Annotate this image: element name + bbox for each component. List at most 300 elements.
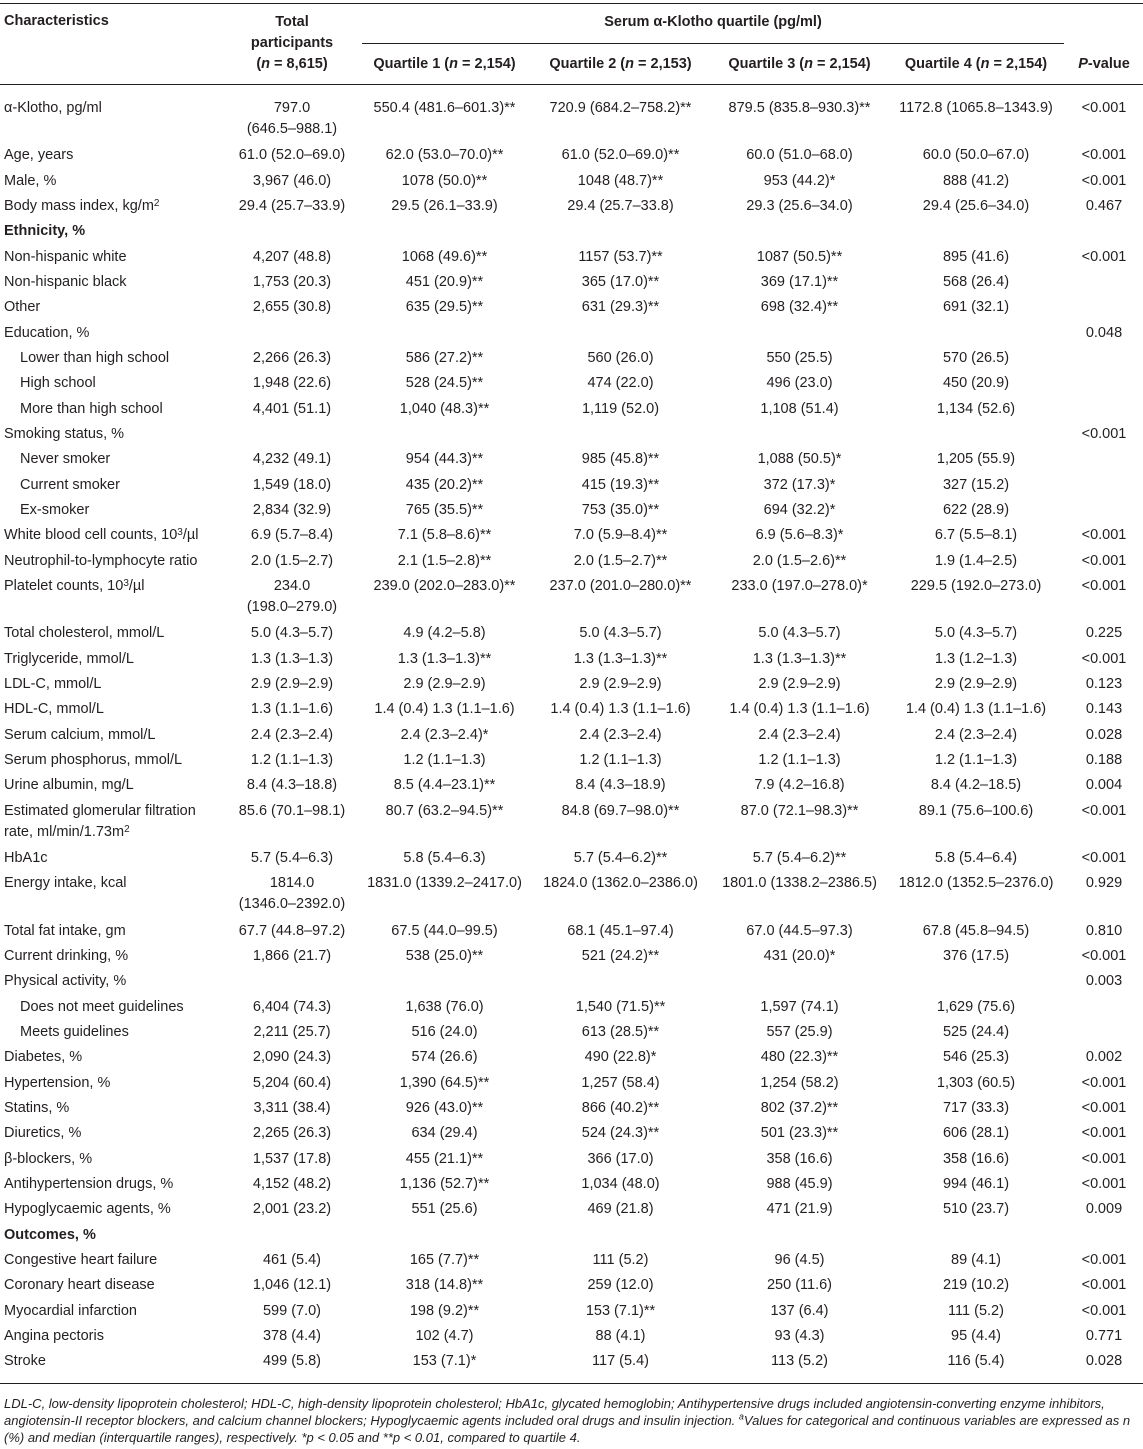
cell-q2: 5.0 (4.3–5.7)	[579, 625, 662, 641]
cell-q3: 1,088 (50.5)*	[757, 451, 842, 467]
row-label-text: Serum phosphorus, mmol/L	[4, 752, 183, 768]
cell-q2: 111 (5.2)	[592, 1252, 649, 1268]
cell-q1: 635 (29.5)**	[405, 299, 484, 315]
cell-q4: 622 (28.9)	[942, 502, 1010, 518]
row-label-text: Meets guidelines	[20, 1024, 129, 1040]
cell-q2: 490 (22.8)*	[584, 1049, 657, 1065]
cell-q2: 415 (19.3)**	[581, 477, 660, 493]
cell-q4: 525 (24.4)	[942, 1024, 1010, 1040]
cell-q4: 1,629 (75.6)	[936, 999, 1016, 1015]
row-label	[4, 223, 85, 240]
cell-p: 0.002	[1085, 1049, 1123, 1065]
cell-q3: 29.3 (25.6–34.0)	[746, 198, 853, 214]
row-label	[4, 1100, 69, 1117]
cell-total: 1,866 (21.7)	[252, 948, 332, 964]
cell-q4: 2.4 (2.3–2.4)	[934, 727, 1018, 743]
cell-q3: 5.7 (5.4–6.2)**	[752, 850, 847, 866]
row-label	[4, 173, 56, 190]
row-label-text: Non-hispanic white	[4, 249, 127, 265]
cell-q4: 219 (10.2)	[942, 1277, 1010, 1293]
cell-total: 1.2 (1.1–1.3)	[250, 752, 334, 768]
cell-q3: 694 (32.2)*	[763, 502, 836, 518]
cell-p: 0.048	[1085, 325, 1123, 341]
cell-q1: 198 (9.2)**	[409, 1303, 480, 1319]
cell-q2: 1824.0 (1362.0–2386.0)	[543, 875, 698, 891]
cell-q3: 2.0 (1.5–2.6)**	[752, 553, 847, 569]
cell-q4: 6.7 (5.5–8.1)	[934, 527, 1018, 543]
row-label	[4, 803, 196, 820]
cell-total-line2: (1346.0–2392.0)	[238, 896, 346, 912]
cell-q1: 551 (25.6)	[411, 1201, 478, 1217]
cell-p: <0.001	[1081, 553, 1127, 569]
cell-q4: 568 (26.4)	[942, 274, 1010, 290]
row-label-text: Diuretics, %	[4, 1125, 82, 1141]
cell-total: 2,834 (32.9)	[252, 502, 332, 518]
cell-p: <0.001	[1081, 578, 1127, 594]
cell-q2: 469 (21.8)	[587, 1201, 654, 1217]
cell-q2: 8.4 (4.3–18.9)	[575, 777, 666, 793]
cell-p: 0.003	[1085, 973, 1123, 989]
cell-q1: 516 (24.0)	[411, 1024, 478, 1040]
row-label	[4, 198, 159, 215]
cell-p: 0.467	[1085, 198, 1123, 214]
cell-total: 1,549 (18.0)	[252, 477, 332, 493]
cell-q3: 87.0 (72.1–98.3)**	[740, 803, 859, 819]
cell-q1: 80.7 (63.2–94.5)**	[385, 803, 504, 819]
row-label	[4, 1049, 82, 1066]
row-label	[4, 676, 102, 693]
row-label	[4, 701, 104, 718]
cell-total: 2.0 (1.5–2.7)	[250, 553, 334, 569]
cell-p: <0.001	[1081, 1252, 1127, 1268]
row-label-text: Male, %	[4, 173, 57, 189]
cell-q4: 116 (5.4)	[947, 1353, 1005, 1369]
cell-q3: 6.9 (5.6–8.3)*	[755, 527, 844, 543]
cell-q3: 480 (22.3)**	[760, 1049, 839, 1065]
bottom-rule	[0, 1383, 1143, 1384]
row-label-text: Angina pectoris	[4, 1328, 104, 1344]
cell-p: <0.001	[1081, 426, 1127, 442]
cell-q2: 84.8 (69.7–98.0)**	[561, 803, 680, 819]
cell-q2: 117 (5.4)	[592, 1353, 649, 1369]
cell-q4: 89 (4.1)	[951, 1252, 1001, 1268]
cell-total: 61.0 (52.0–69.0)	[238, 147, 346, 163]
cell-q1: 528 (24.5)**	[405, 375, 484, 391]
cell-total: 461 (5.4)	[262, 1252, 322, 1268]
row-label	[4, 147, 73, 164]
row-label-superscript: 3	[123, 578, 129, 589]
cell-q1: 318 (14.8)**	[405, 1277, 484, 1293]
cell-q1: 8.5 (4.4–23.1)**	[393, 777, 496, 793]
cell-q4: 1.9 (1.4–2.5)	[934, 553, 1018, 569]
row-label	[20, 1024, 129, 1041]
row-label	[4, 299, 40, 316]
row-label	[4, 274, 127, 291]
cell-q3: 250 (11.6)	[766, 1277, 833, 1293]
row-label-text: LDL-C, mmol/L	[4, 676, 102, 692]
row-label	[4, 1328, 104, 1345]
row-label-text: Neutrophil-to-lymphocyte ratio	[4, 553, 198, 569]
cell-q1: 153 (7.1)*	[412, 1353, 477, 1369]
row-label-text: Serum calcium, mmol/L	[4, 727, 156, 743]
cell-q2: 613 (28.5)**	[581, 1024, 660, 1040]
cell-q4: 546 (25.3)	[942, 1049, 1010, 1065]
cell-p: 0.225	[1085, 625, 1123, 641]
cell-q2: 237.0 (201.0–280.0)**	[549, 578, 692, 594]
cell-q2: 29.4 (25.7–33.8)	[567, 198, 674, 214]
cell-q4: 994 (46.1)	[942, 1176, 1010, 1192]
row-label	[4, 850, 48, 867]
cell-q1: 1,136 (52.7)**	[399, 1176, 490, 1192]
cell-total: 29.4 (25.7–33.9)	[238, 198, 346, 214]
cell-q1: 7.1 (5.8–8.6)**	[397, 527, 492, 543]
cell-q3: 550 (25.5)	[766, 350, 833, 366]
cell-q3: 372 (17.3)*	[763, 477, 836, 493]
cell-total: 2,266 (26.3)	[252, 350, 332, 366]
cell-p: 0.188	[1085, 752, 1123, 768]
cell-total: 2.4 (2.3–2.4)	[250, 727, 334, 743]
cell-q4: 67.8 (45.8–94.5)	[922, 923, 1030, 939]
cell-q3: 1,254 (58.2)	[760, 1075, 839, 1091]
cell-p: 0.929	[1085, 875, 1123, 891]
cell-q4: 691 (32.1)	[942, 299, 1010, 315]
cell-total: 8.4 (4.3–18.8)	[246, 777, 338, 793]
cell-q2: 365 (17.0)**	[581, 274, 660, 290]
row-label-text: Antihypertension drugs, %	[4, 1176, 174, 1192]
cell-q4: 95 (4.4)	[951, 1328, 1001, 1344]
cell-total: 5.0 (4.3–5.7)	[250, 625, 334, 641]
cell-total: 1.3 (1.1–1.6)	[250, 701, 334, 717]
cell-q2: 1,540 (71.5)**	[575, 999, 666, 1015]
cell-q4: 450 (20.9)	[942, 375, 1010, 391]
cell-q1: 1,390 (64.5)**	[399, 1075, 490, 1091]
cell-total: 2,211 (25.7)	[253, 1024, 331, 1040]
cell-total: 1814.0	[269, 875, 315, 891]
cell-p: <0.001	[1081, 651, 1127, 667]
cell-q1: 2.4 (2.3–2.4)*	[400, 727, 489, 743]
row-label-text: Energy intake, kcal	[4, 875, 127, 891]
row-label-text: More than high school	[20, 401, 163, 417]
row-label-text: Smoking status, %	[4, 426, 125, 442]
cell-q3: 1801.0 (1338.2–2386.5)	[722, 875, 877, 891]
row-label-text: Body mass index, kg/m	[4, 198, 154, 214]
row-label	[4, 1125, 81, 1142]
row-label	[4, 625, 164, 642]
footnote-abbreviations: LDL-C, low-density lipoprotein cholesterol; HDL-C, high-density lipoprotein cholesterol; HbA1c, glycated hemoglobin; Antihypertensive drugs included angiotensin-converting enzyme inhibitors, angiotensin-II receptor blockers, and calcium channel blockers; Hypoglycaemic agents included oral drugs and insulin injection.	[4, 1396, 1105, 1428]
row-label-text: Total fat intake, gm	[4, 923, 126, 939]
cell-q1: 765 (35.5)**	[405, 502, 484, 518]
cell-q3: 60.0 (51.0–68.0)	[746, 147, 853, 163]
cell-q2: 524 (24.3)**	[581, 1125, 660, 1141]
header-bottom-rule	[0, 84, 1143, 85]
cell-q4: 606 (28.1)	[942, 1125, 1010, 1141]
cell-total: 378 (4.4)	[262, 1328, 322, 1344]
cell-q2: 366 (17.0)	[587, 1151, 654, 1167]
row-label-text: Current smoker	[20, 477, 120, 493]
cell-q4: 570 (26.5)	[942, 350, 1010, 366]
cell-p: <0.001	[1081, 1075, 1127, 1091]
row-label	[4, 426, 124, 443]
row-label	[4, 875, 127, 892]
cell-q1: 5.8 (5.4–6.3)	[403, 850, 486, 866]
cell-total: 2.9 (2.9–2.9)	[250, 676, 334, 692]
cell-total: 5,204 (60.4)	[252, 1075, 332, 1091]
cell-total: 1.3 (1.3–1.3)	[250, 651, 334, 667]
cell-p: <0.001	[1081, 1100, 1127, 1116]
cell-q1: 165 (7.7)**	[409, 1252, 480, 1268]
cell-q4: 29.4 (25.6–34.0)	[922, 198, 1030, 214]
top-rule	[0, 3, 1143, 4]
row-label-line2	[4, 824, 130, 841]
cell-p: 0.810	[1085, 923, 1123, 939]
cell-total: 4,152 (48.2)	[252, 1176, 332, 1192]
cell-p: <0.001	[1081, 803, 1127, 819]
cell-q4: 510 (23.7)	[942, 1201, 1010, 1217]
cell-p: 0.123	[1085, 676, 1123, 692]
cell-total: 1,948 (22.6)	[252, 375, 332, 391]
cell-q2: 68.1 (45.1–97.4)	[567, 923, 674, 939]
row-label-superscript: 2	[153, 198, 160, 209]
cell-total: 3,967 (46.0)	[252, 173, 332, 189]
row-label	[4, 1353, 46, 1370]
row-label-text: Lower than high school	[20, 350, 170, 366]
cell-q2: 753 (35.0)**	[581, 502, 660, 518]
cell-q2: 1157 (53.7)**	[578, 249, 663, 265]
cell-p: <0.001	[1081, 147, 1127, 163]
cell-q2: 866 (40.2)**	[581, 1100, 660, 1116]
header-quartile-1: Quartile 1 (n = 2,154)	[373, 56, 516, 72]
cell-total: 2,001 (23.2)	[252, 1201, 332, 1217]
cell-p: <0.001	[1081, 850, 1127, 866]
cell-q1: 1.3 (1.3–1.3)**	[397, 651, 492, 667]
row-label	[4, 1277, 155, 1294]
cell-q3: 5.0 (4.3–5.7)	[758, 625, 841, 641]
row-label-text: HDL-C, mmol/L	[4, 701, 104, 717]
row-label	[20, 451, 110, 468]
row-label	[4, 1252, 157, 1269]
cell-p: <0.001	[1081, 173, 1127, 189]
cell-total: 234.0	[273, 578, 311, 594]
row-label-text: Hypertension, %	[4, 1075, 111, 1091]
row-label	[20, 401, 163, 418]
cell-q3: 369 (17.1)**	[760, 274, 839, 290]
cell-total: 5.7 (5.4–6.3)	[250, 850, 334, 866]
cell-q2: 2.9 (2.9–2.9)	[579, 676, 662, 692]
row-label	[20, 350, 169, 367]
cell-q3: 93 (4.3)	[774, 1328, 825, 1344]
table-footnote	[4, 1395, 1138, 1446]
cell-total-line2: (646.5–988.1)	[246, 121, 338, 137]
cell-q1: 954 (44.3)**	[405, 451, 484, 467]
row-label-text: α-Klotho, pg/ml	[4, 100, 102, 116]
cell-q4: 376 (17.5)	[942, 948, 1010, 964]
row-label	[4, 1227, 96, 1244]
cell-total: 797.0	[273, 100, 311, 116]
cell-q4: 2.9 (2.9–2.9)	[934, 676, 1018, 692]
cell-q1: 1068 (49.6)**	[401, 249, 488, 265]
cell-q2: 631 (29.3)**	[581, 299, 660, 315]
row-label	[4, 249, 127, 266]
cell-q3: 802 (37.2)**	[760, 1100, 839, 1116]
cell-q4: 60.0 (50.0–67.0)	[922, 147, 1030, 163]
row-label-text: Myocardial infarction	[4, 1303, 137, 1319]
cell-q1: 102 (4.7)	[415, 1328, 474, 1344]
row-label-text: Does not meet guidelines	[20, 999, 184, 1015]
row-label	[4, 1176, 173, 1193]
row-label-text: HbA1c	[4, 850, 48, 866]
cell-p: 0.771	[1085, 1328, 1123, 1344]
footnote-significance: *p < 0.05 and **p < 0.01, compared to quartile 4.	[301, 1430, 581, 1445]
cell-q1: 634 (29.4)	[411, 1125, 478, 1141]
row-label-text: Total cholesterol, mmol/L	[4, 625, 165, 641]
row-label-line2-superscript: 2	[124, 824, 130, 835]
cell-q2: 985 (45.8)**	[581, 451, 660, 467]
cell-q4: 888 (41.2)	[942, 173, 1010, 189]
cell-total: 6,404 (74.3)	[252, 999, 332, 1015]
cell-p: 0.009	[1085, 1201, 1123, 1217]
cell-q1: 1.4 (0.4) 1.3 (1.1–1.6)	[374, 701, 515, 717]
cell-q3: 557 (25.9)	[766, 1024, 833, 1040]
cell-q1: 574 (26.6)	[411, 1049, 478, 1065]
row-label-text: Estimated glomerular filtration	[4, 803, 196, 819]
header-total-line3: (n = 8,615)	[256, 56, 328, 72]
cell-q2: 1048 (48.7)**	[577, 173, 664, 189]
cell-total: 4,207 (48.8)	[252, 249, 332, 265]
cell-q3: 1.2 (1.1–1.3)	[758, 752, 841, 768]
row-label-text: Outcomes, %	[4, 1227, 96, 1243]
cell-q4: 1.3 (1.2–1.3)	[934, 651, 1018, 667]
cell-q2: 88 (4.1)	[595, 1328, 646, 1344]
cell-q2: 521 (24.2)**	[581, 948, 660, 964]
cell-q3: 1.4 (0.4) 1.3 (1.1–1.6)	[729, 701, 870, 717]
cell-q1: 2.9 (2.9–2.9)	[403, 676, 486, 692]
cell-q2: 61.0 (52.0–69.0)**	[561, 147, 680, 163]
cell-total: 2,090 (24.3)	[252, 1049, 332, 1065]
cell-p: <0.001	[1081, 1303, 1127, 1319]
header-quartile-3: Quartile 3 (n = 2,154)	[728, 56, 871, 72]
cell-p: <0.001	[1081, 1125, 1127, 1141]
row-label-text: Age, years	[4, 147, 74, 163]
cell-q1: 550.4 (481.6–601.3)**	[373, 100, 516, 116]
row-label-line2-text: rate, ml/min/1.73m	[4, 824, 125, 840]
row-label-text: White blood cell counts, 10	[4, 527, 178, 543]
cell-p: <0.001	[1081, 249, 1127, 265]
cell-q2: 153 (7.1)**	[585, 1303, 656, 1319]
cell-q4: 5.8 (5.4–6.4)	[934, 850, 1018, 866]
row-label-text: Congestive heart failure	[4, 1252, 158, 1268]
cell-total: 499 (5.8)	[262, 1353, 322, 1369]
cell-q1: 1.2 (1.1–1.3)	[403, 752, 486, 768]
row-label	[4, 325, 89, 342]
header-quartile-2: Quartile 2 (n = 2,153)	[549, 56, 692, 72]
row-label-unit: /µl	[128, 578, 145, 594]
cell-q3: 1,597 (74.1)	[760, 999, 839, 1015]
cell-q3: 698 (32.4)**	[760, 299, 839, 315]
row-label	[4, 727, 155, 744]
cell-total: 6.9 (5.7–8.4)	[250, 527, 334, 543]
cell-q4: 717 (33.3)	[942, 1100, 1010, 1116]
row-label-text: Ex-smoker	[20, 502, 90, 518]
row-label-text: Hypoglycaemic agents, %	[4, 1201, 171, 1217]
cell-q1: 67.5 (44.0–99.5)	[391, 923, 498, 939]
cell-q3: 431 (20.0)*	[763, 948, 836, 964]
cell-q1: 1078 (50.0)**	[401, 173, 488, 189]
cell-p: 0.028	[1085, 727, 1123, 743]
row-label	[4, 948, 128, 965]
row-label	[4, 1151, 92, 1168]
cell-total: 1,537 (17.8)	[252, 1151, 332, 1167]
cell-q4: 229.5 (192.0–273.0)	[910, 578, 1042, 594]
cell-q2: 1.4 (0.4) 1.3 (1.1–1.6)	[550, 701, 691, 717]
cell-q1: 1,638 (76.0)	[405, 999, 484, 1015]
cell-q3: 2.4 (2.3–2.4)	[758, 727, 841, 743]
cell-q1: 926 (43.0)**	[405, 1100, 484, 1116]
cell-q3: 67.0 (44.5–97.3)	[746, 923, 853, 939]
cell-total: 67.7 (44.8–97.2)	[238, 923, 346, 939]
cell-q3: 358 (16.6)	[766, 1151, 833, 1167]
cell-q2: 259 (12.0)	[587, 1277, 654, 1293]
cell-q1: 2.1 (1.5–2.8)**	[397, 553, 492, 569]
cell-q2: 2.4 (2.3–2.4)	[579, 727, 662, 743]
header-total-line2: participants	[250, 35, 334, 51]
cell-q2: 560 (26.0)	[587, 350, 654, 366]
cell-q3: 7.9 (4.2–16.8)	[754, 777, 845, 793]
row-label	[4, 1075, 110, 1092]
cell-total-line2: (198.0–279.0)	[246, 599, 338, 615]
footnote-marker: a	[738, 1411, 744, 1422]
row-label-text: Other	[4, 299, 41, 315]
cell-q1: 455 (21.1)**	[405, 1151, 484, 1167]
cell-total: 2,265 (26.3)	[252, 1125, 332, 1141]
cell-p: <0.001	[1081, 1151, 1127, 1167]
row-label-text: Current drinking, %	[4, 948, 129, 964]
cell-q3: 988 (45.9)	[766, 1176, 833, 1192]
group-rule	[362, 43, 1064, 44]
cell-q2: 7.0 (5.9–8.4)**	[573, 527, 668, 543]
cell-p: <0.001	[1081, 1277, 1127, 1293]
header-quartile-4: Quartile 4 (n = 2,154)	[904, 56, 1048, 72]
row-label-unit: /µl	[182, 527, 199, 543]
row-label	[4, 527, 198, 544]
cell-q3: 496 (23.0)	[766, 375, 833, 391]
row-label	[20, 375, 96, 392]
row-label	[20, 502, 89, 519]
cell-q2: 1,034 (48.0)	[581, 1176, 660, 1192]
row-label	[4, 578, 144, 595]
row-label-text: Stroke	[4, 1353, 46, 1369]
cell-q2: 5.7 (5.4–6.2)**	[573, 850, 668, 866]
row-label-text: Ethnicity, %	[4, 223, 86, 239]
row-label	[4, 1201, 171, 1218]
row-label	[4, 553, 197, 570]
row-label	[4, 100, 102, 117]
row-label-text: Coronary heart disease	[4, 1277, 155, 1293]
cell-q4: 1,303 (60.5)	[936, 1075, 1016, 1091]
cell-q3: 1,108 (51.4)	[760, 401, 839, 417]
cell-total: 3,311 (38.4)	[253, 1100, 331, 1116]
row-label	[4, 973, 126, 990]
row-label-text: High school	[20, 375, 96, 391]
row-label-text: Platelet counts, 10	[4, 578, 124, 594]
cell-q2: 474 (22.0)	[587, 375, 654, 391]
row-label-superscript: 3	[177, 527, 183, 538]
cell-q3: 953 (44.2)*	[763, 173, 836, 189]
header-characteristics: Characteristics	[4, 13, 109, 29]
cell-total: 4,232 (49.1)	[252, 451, 332, 467]
cell-p: <0.001	[1081, 100, 1127, 116]
cell-q1: 1831.0 (1339.2–2417.0)	[367, 875, 522, 891]
cell-q4: 1.2 (1.1–1.3)	[934, 752, 1018, 768]
